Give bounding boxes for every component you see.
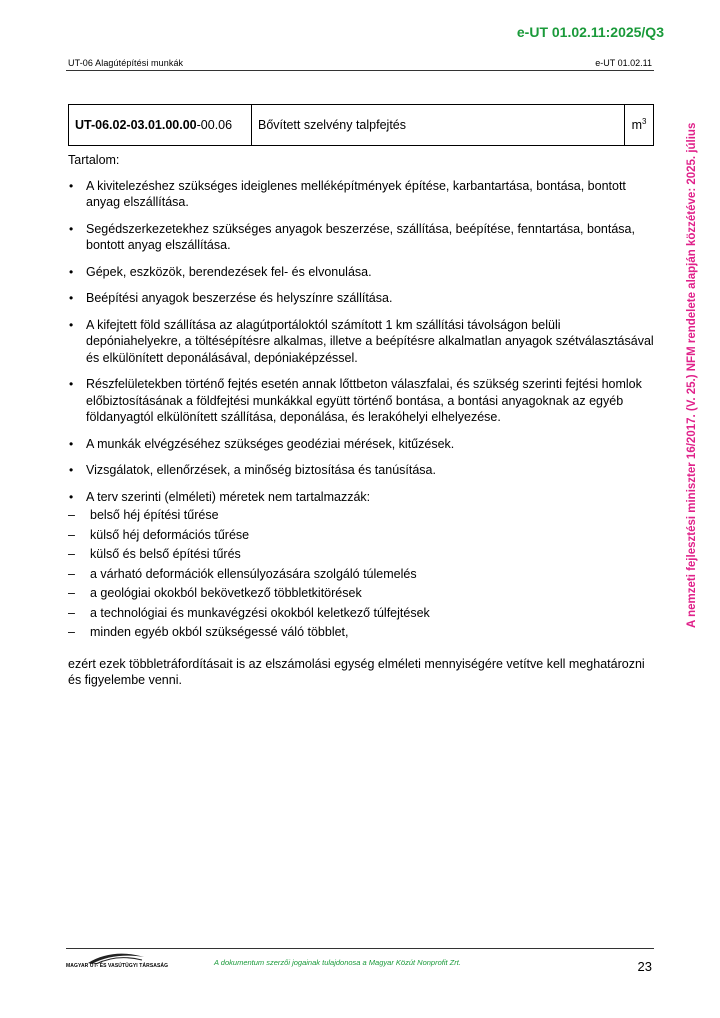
document-code: e-UT 01.02.11:2025/Q3: [516, 24, 664, 40]
bullet-marker: •: [69, 291, 74, 305]
dash-marker: –: [68, 625, 75, 639]
bullet-marker: •: [69, 463, 74, 477]
item-code-main: UT-06.02-03.01.00.00: [75, 118, 197, 132]
bullet-marker: •: [69, 221, 74, 236]
unit-base: m: [631, 118, 642, 133]
company-logo: [66, 951, 169, 973]
side-publication-note: A nemzeti fejlesztési miniszter 16/2017. (V. 25.) NFM rendelete alapján közzétéve: 2025. július: [686, 122, 698, 628]
dash-marker: –: [68, 566, 75, 581]
bullet-item: [68, 436, 654, 453]
dash-text: minden egyéb okból szükségessé váló többlet,: [90, 625, 349, 639]
bullet-text: A munkák elvégzéséhez szükséges geodéziai mérések, kitűzések.: [86, 436, 455, 451]
bullet-marker: •: [69, 377, 74, 391]
bullet-text: Részfelületekben történő fejtés esetén annak lőttbeton válaszfalai, és szükség szerinti fejtési homlok előbiztosításának a földfejtési munkákkal együtt történő bontása, a bontási anyagoknak az egyéb földanyagtól elkülönített szállítása, deponálása, és lerakóhelyi elhelyezése.: [86, 377, 642, 424]
bullet-text: Segédszerkezetekhez szükséges anyagok beszerzése, szállítása, beépítése, fenntartása, bontása, bontott anyag elszállítása.: [86, 221, 635, 252]
dash-marker: –: [68, 508, 75, 522]
bullet-text: A kifejtett föld szállítása az alagútportáloktól számított 1 km szállítási távolságon belüli depóniahelyekre, a töltésépítésre alkalmas, illetve a beépítésre alkalmatlan anyagok szétválasztásával és elkülönített deponálásával, depóniaképzéssel.: [86, 317, 654, 365]
bullet-item: [68, 178, 654, 211]
bullet-marker: •: [69, 317, 74, 332]
dash-text: külső és belső építési tűrés: [90, 547, 241, 561]
dash-item: [68, 546, 654, 566]
bullet-text: Vizsgálatok, ellenőrzések, a minőség biztosítása és tanúsítása.: [86, 463, 436, 477]
item-title: Bővített szelvény talpfejtés: [252, 105, 625, 146]
dash-item: [68, 605, 654, 625]
footer-divider: [66, 948, 654, 949]
copyright-notice: A dokumentum szerzői jogainak tulajdonosa a Magyar Közút Nonprofit Zrt.: [214, 958, 461, 967]
bullet-marker: •: [69, 489, 74, 504]
dash-text: belső héj építési tűrése: [90, 508, 219, 522]
content-heading: Tartalom:: [68, 153, 120, 167]
bullet-item: [68, 290, 654, 307]
header-section-title: UT-06 Alagútépítési munkák: [68, 58, 184, 68]
item-header-table: [68, 104, 654, 146]
bullet-marker: •: [69, 264, 74, 279]
bullet-text: A terv szerinti (elméleti) méretek nem tartalmazzák:: [86, 489, 371, 504]
dash-item: [68, 585, 654, 605]
bullet-text: Beépítési anyagok beszerzése és helyszínre szállítása.: [86, 291, 393, 305]
dash-marker: –: [68, 547, 75, 561]
item-code-suffix: -00.06: [196, 118, 233, 132]
logo-text: MAGYAR ÚT- ÉS VASÚTÜGYI TÁRSASÁG: [66, 963, 169, 969]
bullet-marker: •: [69, 178, 74, 193]
header-doc-id: e-UT 01.02.11: [595, 58, 652, 68]
dash-item: [68, 624, 654, 644]
bullet-item: [68, 221, 654, 254]
dash-item: [68, 507, 654, 527]
dash-marker: –: [68, 605, 75, 620]
content-dash-list: [68, 507, 654, 644]
dash-text: a technológiai és munkavégzési okokból keletkező túlfejtések: [90, 605, 430, 620]
dash-item: [68, 527, 654, 547]
bullet-item: [68, 317, 654, 367]
bullet-text: Gépek, eszközök, berendezések fel- és elvonulása.: [86, 264, 372, 279]
dash-marker: –: [68, 586, 75, 600]
page-number: 23: [637, 959, 652, 974]
dash-text: a várható deformációk ellensúlyozására szolgáló túlemelés: [90, 566, 417, 581]
bullet-item: [68, 462, 654, 479]
dash-text: külső héj deformációs tűrése: [90, 527, 250, 542]
bullet-item: [68, 264, 654, 281]
unit-exponent: 3: [641, 117, 647, 127]
bullet-item: [68, 489, 654, 506]
content-bullet-list: [68, 178, 654, 506]
bullet-text: A kivitelezéshez szükséges ideiglenes melléképítmények építése, karbantartása, bontása, bontott anyag elszállítása.: [86, 178, 626, 209]
item-unit: [625, 105, 654, 146]
header-divider: [66, 70, 654, 71]
item-code: [69, 105, 252, 146]
closing-paragraph: ezért ezek többletráfordításait is az elszámolási egység elméleti mennyiségére vetítve kell meghatározni és figyelembe venni.: [68, 656, 645, 687]
content-body: [68, 152, 654, 689]
bullet-item: [68, 376, 654, 426]
dash-text: a geológiai okokból bekövetkező többletkitörések: [90, 586, 362, 600]
bullet-marker: •: [69, 436, 74, 451]
dash-marker: –: [68, 527, 75, 542]
dash-item: [68, 566, 654, 586]
